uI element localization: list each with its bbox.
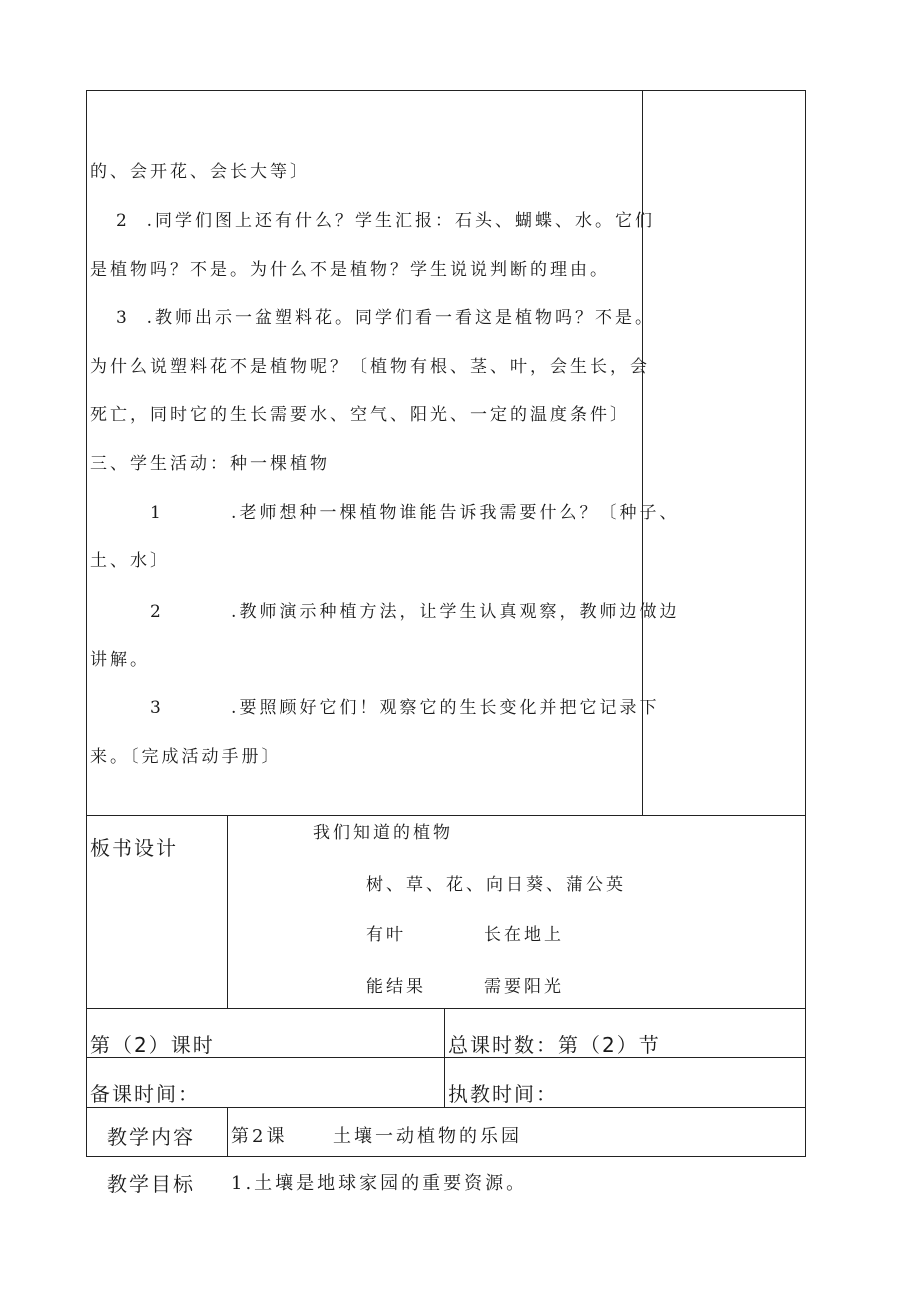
- process-line-6: 死亡，同时它的生长需要水、空气、阳光、一定的温度条件〕: [90, 405, 630, 425]
- process-line-1: 的、会开花、会长大等〕: [90, 162, 310, 182]
- process-line-11: 讲解。: [90, 650, 150, 670]
- board-design-label: 板书设计: [90, 836, 178, 860]
- process-line-10: 2 .教师演示种植方法，让学生认真观察，教师边做边: [150, 602, 680, 622]
- content-label-divider: [227, 1107, 228, 1157]
- board-title: 我们知道的植物: [313, 823, 453, 843]
- process-line-13: 来。〔完成活动手册〕: [90, 747, 282, 767]
- process-line-2: 2 .同学们图上还有什么？学生汇报：石头、蝴蝶、水。它们: [116, 211, 656, 231]
- process-line-12: 3 .要照顾好它们！观察它的生长变化并把它记录下: [150, 698, 660, 718]
- process-line-9: 土、水〕: [90, 551, 170, 571]
- board-feature-ground: 长在地上: [484, 925, 564, 945]
- total-periods: 总课时数：第（2）节: [448, 1033, 661, 1057]
- row-divider-board: [86, 815, 806, 816]
- board-plants: 树、草、花、向日葵、蒲公英: [366, 875, 626, 895]
- board-label-divider: [227, 815, 228, 1008]
- lesson-number: 第2课: [231, 1126, 288, 1147]
- board-feature-sunlight: 需要阳光: [484, 977, 564, 997]
- table-border-top: [86, 90, 806, 91]
- process-line-3: 是植物吗？不是。为什么不是植物？学生说说判断的理由。: [90, 260, 610, 280]
- board-feature-fruit: 能结果: [366, 977, 426, 997]
- row-divider-content: [86, 1107, 806, 1108]
- prep-time: 备课时间：: [90, 1082, 200, 1106]
- table-border-left: [86, 90, 87, 1157]
- objective-item-1: 1.土壤是地球家园的重要资源。: [231, 1173, 528, 1194]
- row-divider-period: [86, 1008, 806, 1009]
- process-line-5: 为什么说塑料花不是植物呢？〔植物有根、茎、叶，会生长，会: [90, 357, 650, 377]
- lesson-period: 第（2）课时: [90, 1033, 215, 1057]
- board-feature-leaves: 有叶: [366, 925, 406, 945]
- teach-time: 执教时间：: [448, 1082, 558, 1106]
- lesson-title: 土壤一动植物的乐园: [333, 1126, 522, 1147]
- teaching-objective-label: 教学目标: [107, 1172, 195, 1196]
- process-heading-activity: 三、学生活动：种一棵植物: [90, 454, 330, 474]
- table-border-right: [805, 90, 806, 1157]
- table-border-bottom: [86, 1156, 806, 1157]
- process-line-4: 3 .教师出示一盆塑料花。同学们看一看这是植物吗？不是。: [116, 308, 656, 328]
- teaching-content-label: 教学内容: [107, 1125, 195, 1149]
- process-line-8: 1 .老师想种一棵植物谁能告诉我需要什么？〔种子、: [150, 503, 680, 523]
